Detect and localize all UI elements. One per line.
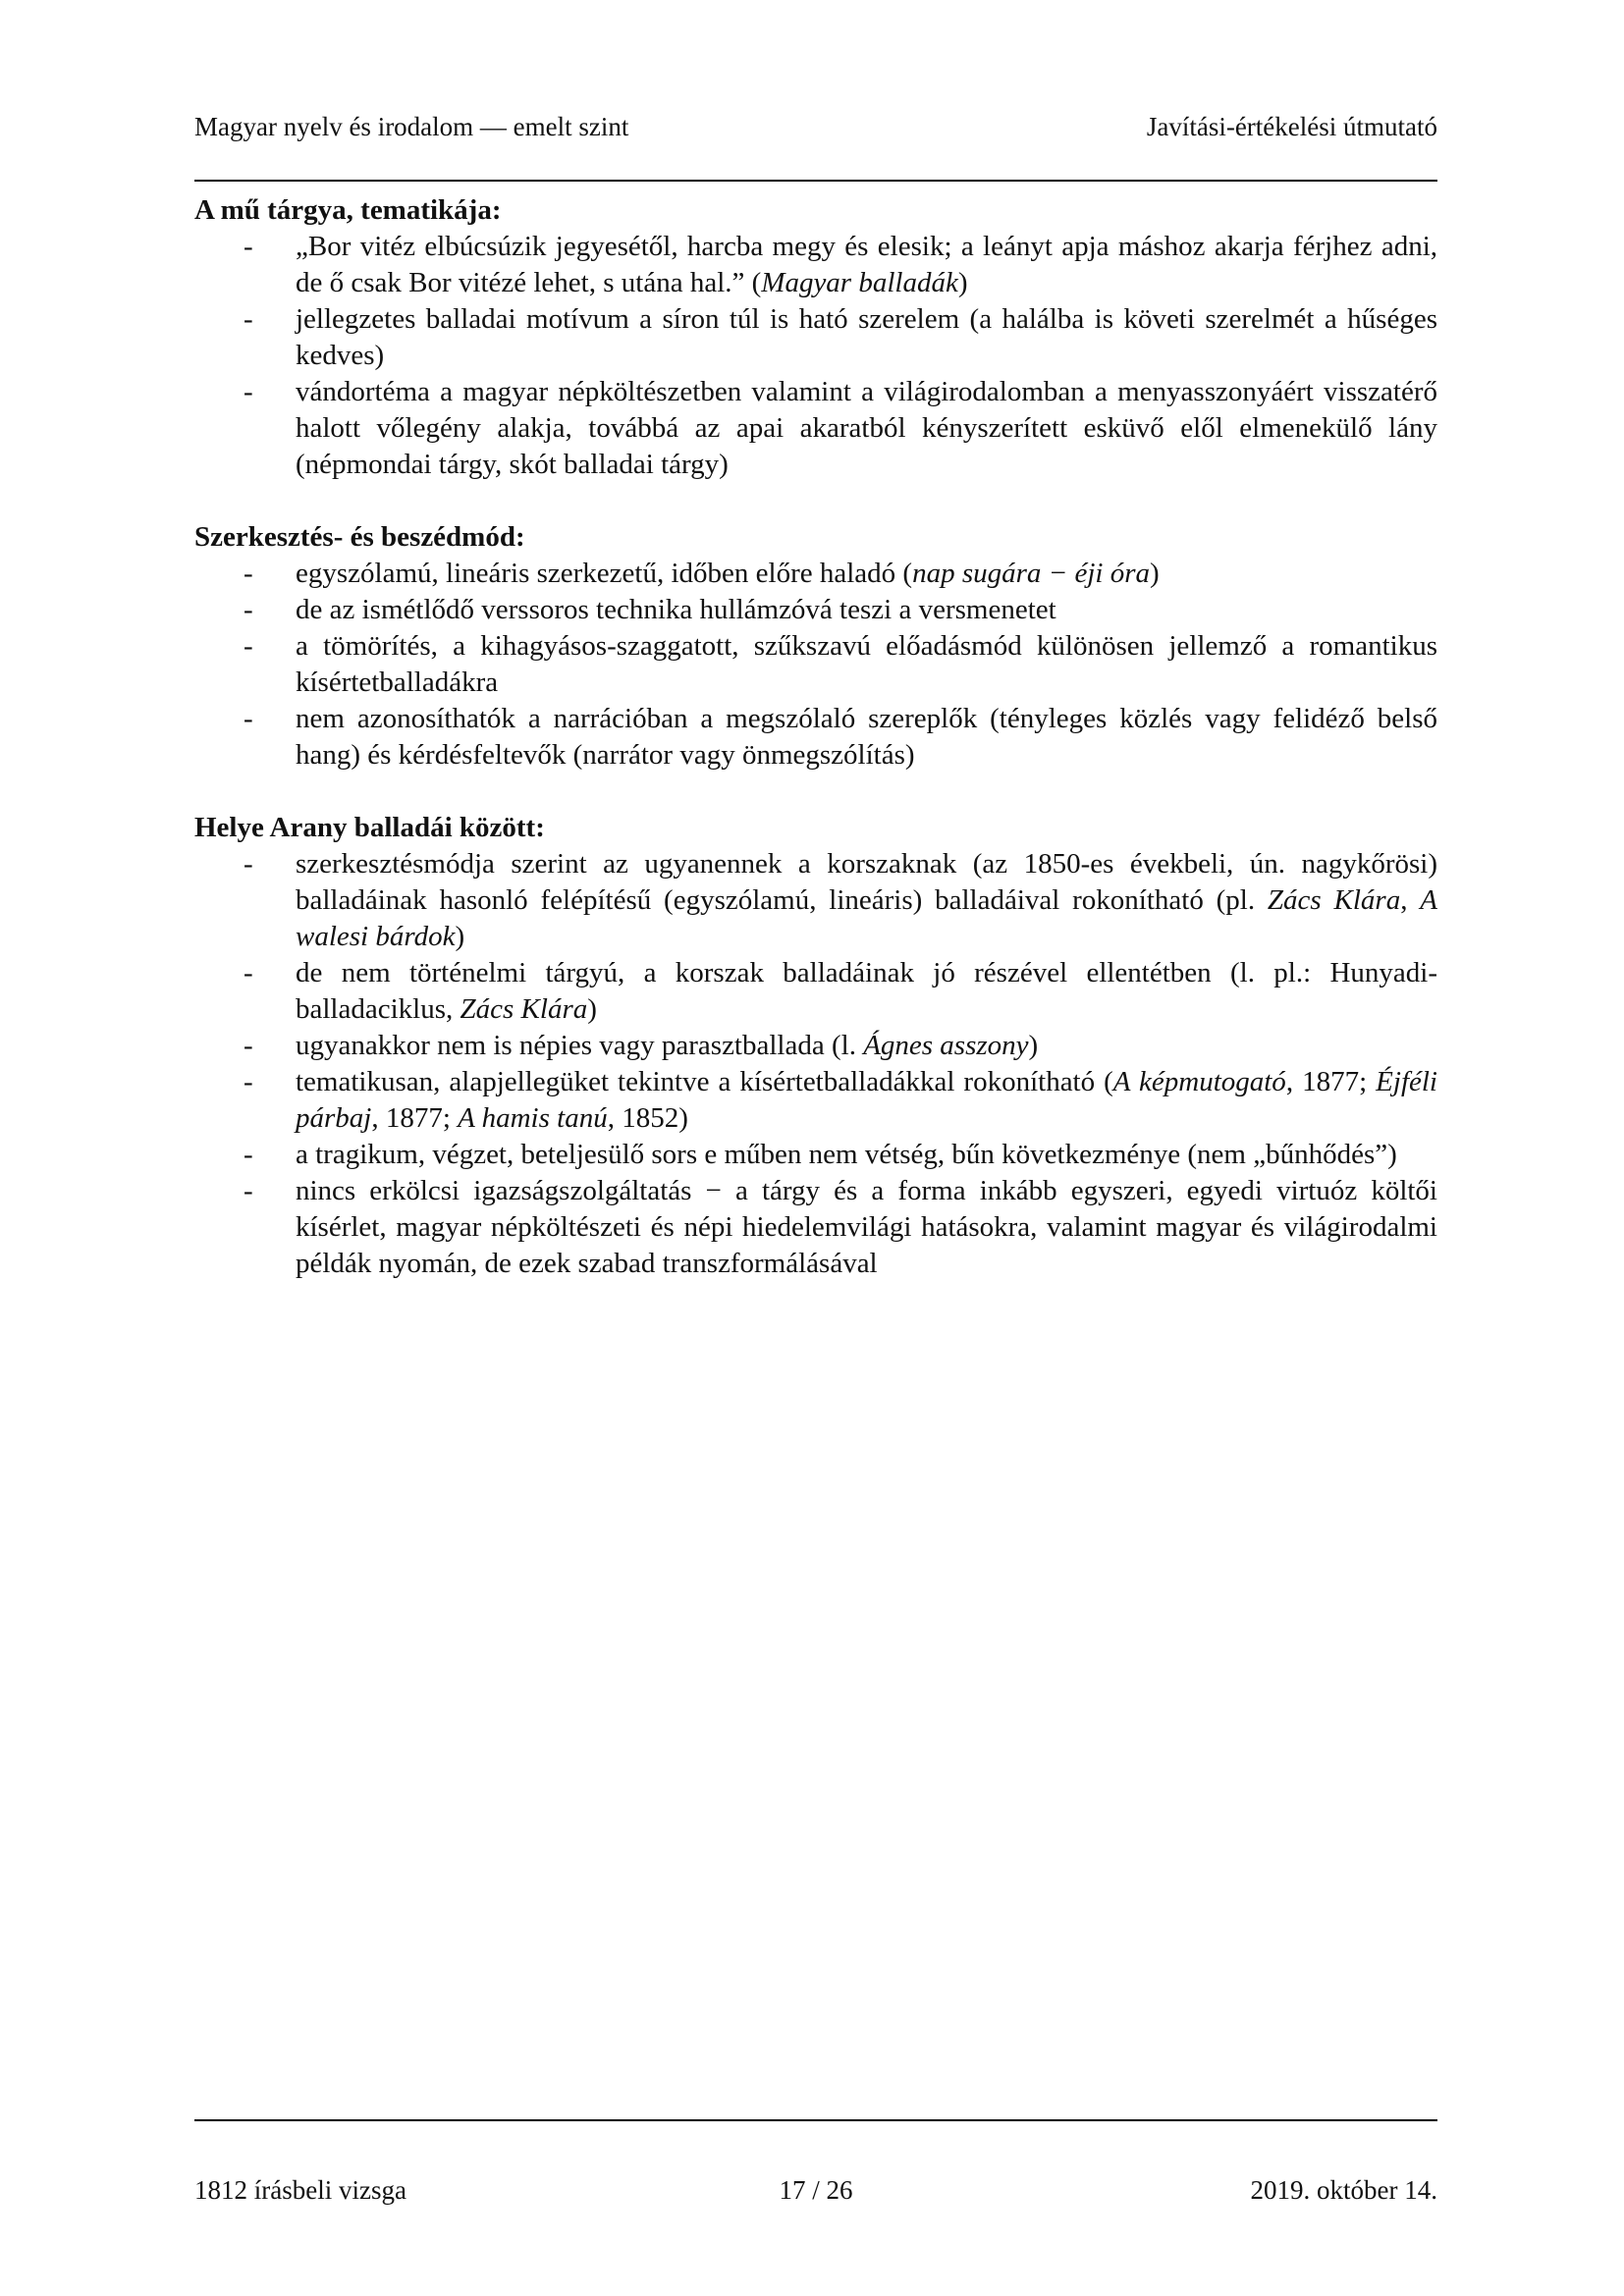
bullet-dash: - <box>244 231 253 262</box>
footer-date: 2019. október 14. <box>1250 2175 1437 2205</box>
text-run: a tömörítés, a kihagyásos-szaggatott, szűkszavú előadásmód különösen jellemző a romantikus kísértetballadákra <box>296 630 1437 698</box>
italic-title: Zács Klára <box>1267 884 1401 916</box>
section-heading: Szerkesztés- és beszédmód: <box>194 521 525 553</box>
document-body <box>194 192 1437 1318</box>
italic-title: Ágnes asszony <box>863 1030 1029 1061</box>
footer-divider <box>194 2119 1437 2121</box>
bullet-list <box>194 556 1437 774</box>
header-divider <box>194 180 1437 182</box>
text-run: , 1852) <box>607 1102 688 1134</box>
text-run: vándortéma a magyar népköltészetben valamint a világirodalomban a menyasszonyáért visszatérő halott vőlegény alakja, továbbá az apai akaratból kényszerített esküvő elől elmenekülő lány (népmondai tárgy, skót balladai tárgy) <box>296 376 1437 480</box>
bullet-dash: - <box>244 630 253 662</box>
italic-title: Zács Klára <box>460 993 588 1025</box>
text-run: egyszólamú, lineáris szerkezetű, időben előre haladó ( <box>296 558 913 589</box>
italic-title: Éjféli párbaj <box>296 1066 1437 1134</box>
text-run: , 1877; <box>371 1102 459 1134</box>
bullet-dash: - <box>244 1030 253 1061</box>
bullet-dash: - <box>244 303 253 335</box>
footer-exam-code: 1812 írásbeli vizsga <box>194 2175 406 2205</box>
bullet-dash: - <box>244 1066 253 1097</box>
list-item <box>194 556 1437 592</box>
list-item <box>194 229 1437 301</box>
text-run: a tragikum, végzet, beteljesülő sors e műben nem vétség, bűn következménye (nem „bűnhődés”) <box>296 1139 1397 1170</box>
section <box>194 810 1437 1282</box>
header-document-type: Javítási-értékelési útmutató <box>1146 112 1437 141</box>
text-run: „Bor vitéz elbúcsúzik jegyesétől, harcba megy és elesik; a leányt apja máshoz akarja férjhez adni, de ő csak Bor vitézé lehet, s utána hal.” ( <box>296 231 1437 298</box>
text-run: szerkesztésmódja szerint az ugyanennek a korszaknak (az 1850-es évekbeli, ún. nagykőrösi) balladáinak hasonló felépítésű (egyszólamú, lineáris) balladáival rokonítható (pl. <box>296 848 1437 916</box>
list-item <box>194 701 1437 774</box>
list-item <box>194 846 1437 955</box>
text-run: tematikusan, alapjellegüket tekintve a kísértetballadákkal rokonítható ( <box>296 1066 1113 1097</box>
list-item <box>194 1137 1437 1173</box>
bullet-dash: - <box>244 703 253 734</box>
bullet-list <box>194 846 1437 1282</box>
text-run: ) <box>957 267 968 298</box>
italic-title: A walesi bárdok <box>296 884 1437 952</box>
list-item <box>194 1173 1437 1282</box>
italic-title: A hamis tanú <box>458 1102 608 1134</box>
list-item <box>194 374 1437 483</box>
italic-title: nap sugára − éji óra <box>912 558 1150 589</box>
list-item <box>194 592 1437 628</box>
bullet-dash: - <box>244 848 253 880</box>
bullet-dash: - <box>244 594 253 625</box>
list-item <box>194 1064 1437 1137</box>
bullet-dash: - <box>244 376 253 407</box>
list-item <box>194 628 1437 701</box>
text-run: ) <box>1028 1030 1039 1061</box>
text-run: ) <box>1150 558 1160 589</box>
italic-title: A képmutogató <box>1112 1066 1286 1097</box>
footer-page-number: 17 / 26 <box>779 2175 853 2205</box>
text-run: nincs erkölcsi igazságszolgáltatás − a tárgy és a forma inkább egyszeri, egyedi virtuóz költői kísérlet, magyar népköltészeti és népi hiedelemvilági hatásokra, valamint magyar és világirodalmi példák nyomán, de ezek szabad transzformálásával <box>296 1175 1437 1279</box>
section-heading: A mű tárgya, tematikája: <box>194 194 502 226</box>
text-run: de az ismétlődő verssoros technika hullámzóvá teszi a versmenetet <box>296 594 1056 625</box>
italic-title: Magyar balladák <box>761 267 958 298</box>
text-run: ) <box>587 993 597 1025</box>
section <box>194 519 1437 774</box>
text-run: , 1877; <box>1285 1066 1377 1097</box>
list-item <box>194 955 1437 1028</box>
text-run: ugyanakkor nem is népies vagy parasztballada (l. <box>296 1030 864 1061</box>
text-run: jellegzetes balladai motívum a síron túl is ható szerelem (a halálba is követi szerelmét a hűséges kedves) <box>296 303 1437 371</box>
text-run: nem azonosíthatók a narrációban a megszólaló szereplők (tényleges közlés vagy felidéző belső hang) és kérdésfeltevők (narrátor vagy önmegszólítás) <box>296 703 1437 771</box>
bullet-dash: - <box>244 957 253 988</box>
text-run: , <box>1400 884 1421 916</box>
header-subject: Magyar nyelv és irodalom — emelt szint <box>194 112 629 141</box>
bullet-dash: - <box>244 1175 253 1206</box>
text-run: ) <box>455 921 465 952</box>
bullet-dash: - <box>244 1139 253 1170</box>
list-item <box>194 301 1437 374</box>
section-heading: Helye Arany balladái között: <box>194 812 545 843</box>
text-run: de nem történelmi tárgyú, a korszak balladáinak jó részével ellentétben (l. pl.: Hunyadi-balladaciklus, <box>296 957 1437 1025</box>
bullet-dash: - <box>244 558 253 589</box>
page-header <box>194 110 1437 143</box>
section <box>194 192 1437 483</box>
bullet-list <box>194 229 1437 483</box>
list-item <box>194 1028 1437 1064</box>
